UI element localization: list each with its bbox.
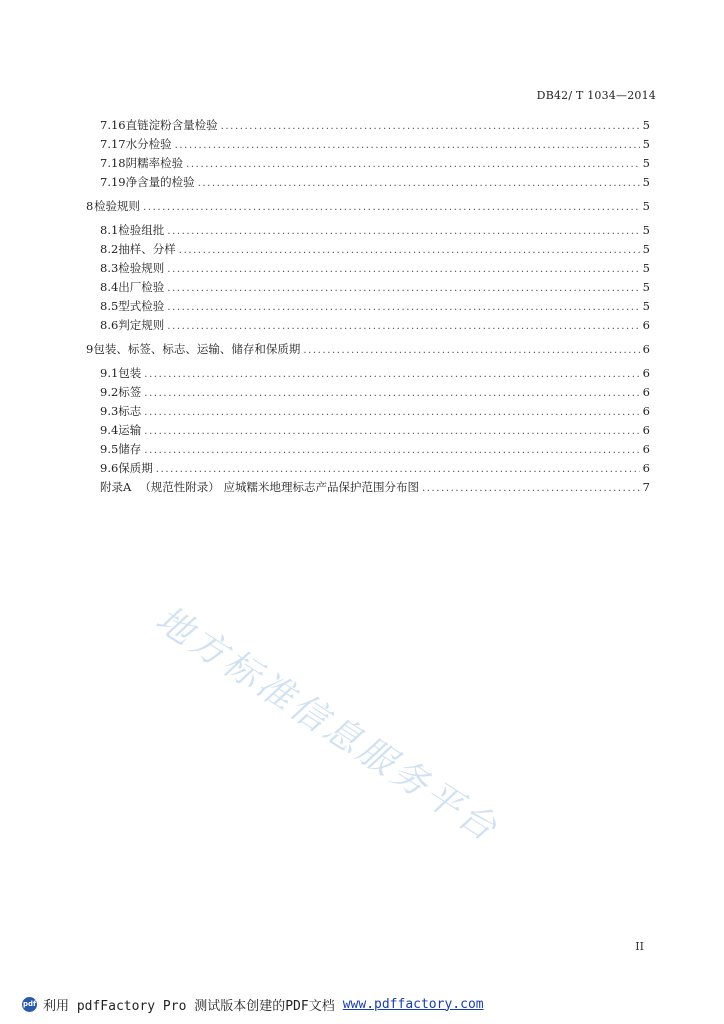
toc-entry-number: 9.6 <box>100 461 119 475</box>
toc-entry-title: 检验规则 <box>94 199 141 213</box>
toc-entry-page: 5 <box>642 137 650 151</box>
toc-leader-dots <box>167 300 639 316</box>
toc-leader-dots <box>143 200 640 216</box>
toc-entry-title: 型式检验 <box>118 299 165 313</box>
toc-entry[interactable] <box>100 384 650 400</box>
toc-entry-number: 8.3 <box>100 261 119 275</box>
toc-entry-title: 包装 <box>118 366 142 380</box>
footer-text: 利用 pdfFactory Pro 测试版本创建的PDF文档 <box>43 998 335 1014</box>
toc-leader-dots <box>303 343 639 359</box>
toc-entry-number: 8 <box>86 199 94 213</box>
toc-entry-page: 5 <box>642 199 650 213</box>
toc-entry-page: 6 <box>642 461 650 475</box>
watermark: 地方标准信息服务平台 <box>148 598 507 851</box>
pdf-icon: pdf <box>22 997 37 1012</box>
toc-leader-dots <box>156 462 640 478</box>
toc-entry[interactable] <box>100 222 650 238</box>
toc-entry-page: 6 <box>642 318 650 332</box>
pdf-footer <box>22 994 484 1014</box>
toc-entry[interactable] <box>100 174 650 190</box>
toc-leader-dots <box>167 224 639 240</box>
toc-entry-title: 抽样、分样 <box>118 242 176 256</box>
toc-entry-page: 5 <box>642 175 650 189</box>
toc-entry-title: 保质期 <box>118 461 153 475</box>
toc-entry[interactable] <box>100 317 650 333</box>
toc-entry-number: 8.4 <box>100 280 119 294</box>
toc-leader-dots <box>144 367 639 383</box>
toc-entry-number: 7.16 <box>100 118 126 132</box>
toc-entry-number: 7.18 <box>100 156 126 170</box>
toc-entry-title: 运输 <box>118 423 142 437</box>
toc-entry[interactable] <box>86 341 650 357</box>
toc-entry[interactable] <box>100 136 650 152</box>
toc-entry[interactable] <box>100 241 650 257</box>
toc-entry-page: 5 <box>642 280 650 294</box>
toc-leader-dots <box>175 138 640 154</box>
toc-entry-number: 7.17 <box>100 137 126 151</box>
toc-entry-number: 9.5 <box>100 442 119 456</box>
toc-entry-title: 储存 <box>118 442 142 456</box>
toc-leader-dots <box>144 405 639 421</box>
toc-entry[interactable] <box>100 365 650 381</box>
toc-entry-title: （规范性附录） 应城糯米地理标志产品保护范围分布图 <box>139 480 419 494</box>
toc-entry-page: 6 <box>642 404 650 418</box>
toc-entry-number: 9.2 <box>100 385 119 399</box>
toc-leader-dots <box>167 281 639 297</box>
toc-entry-page: 6 <box>642 442 650 456</box>
toc-entry-title: 检验组批 <box>118 223 165 237</box>
toc-entry[interactable] <box>100 279 650 295</box>
toc-entry-page: 6 <box>642 342 650 356</box>
footer-link[interactable]: www.pdffactory.com <box>342 996 484 1012</box>
toc-leader-dots <box>422 481 640 497</box>
toc-entry-page: 7 <box>642 480 650 494</box>
toc-entry-number: 附录A <box>100 480 132 494</box>
toc-entry-page: 5 <box>642 261 650 275</box>
toc-entry-number: 7.19 <box>100 175 126 189</box>
toc-leader-dots <box>144 424 639 440</box>
toc-entry[interactable] <box>100 422 650 438</box>
toc-leader-dots <box>221 119 640 135</box>
toc-entry-number: 8.2 <box>100 242 119 256</box>
toc-leader-dots <box>198 176 640 192</box>
toc-entry-title: 出厂检验 <box>118 280 165 294</box>
toc-entry[interactable] <box>100 460 650 476</box>
toc-entry-page: 5 <box>642 156 650 170</box>
toc-entry[interactable] <box>100 155 650 171</box>
toc-entry-number: 8.6 <box>100 318 119 332</box>
toc-leader-dots <box>144 443 639 459</box>
toc-entry-title: 包装、标签、标志、运输、储存和保质期 <box>93 342 301 356</box>
toc-entry-page: 5 <box>642 118 650 132</box>
toc-entry-title: 标签 <box>118 385 142 399</box>
toc-leader-dots <box>167 262 639 278</box>
toc-entry-number: 9 <box>86 342 94 356</box>
toc-entry[interactable] <box>100 298 650 314</box>
toc-entry-number: 8.1 <box>100 223 119 237</box>
page-number: II <box>635 940 644 953</box>
toc-entry-page: 5 <box>642 223 650 237</box>
toc-entry-title: 水分检验 <box>125 137 172 151</box>
toc-entry-title: 检验规则 <box>118 261 165 275</box>
toc-entry-title: 净含量的检验 <box>125 175 195 189</box>
toc-entry[interactable] <box>100 117 650 133</box>
toc-entry[interactable] <box>100 479 650 495</box>
toc-entry-page: 6 <box>642 366 650 380</box>
toc-entry-page: 5 <box>642 299 650 313</box>
toc-entry-number: 9.3 <box>100 404 119 418</box>
toc-entry[interactable] <box>86 198 650 214</box>
toc-entry[interactable] <box>100 441 650 457</box>
toc-leader-dots <box>186 157 640 173</box>
toc-leader-dots <box>144 386 639 402</box>
toc-entry-title: 直链淀粉含量检验 <box>125 118 218 132</box>
toc-leader-dots <box>167 319 639 335</box>
toc-entry-page: 5 <box>642 242 650 256</box>
toc-entry-page: 6 <box>642 423 650 437</box>
toc-entry-title: 标志 <box>118 404 142 418</box>
toc-leader-dots <box>179 243 640 259</box>
document-code: DB42/ T 1034—2014 <box>536 89 656 102</box>
toc-entry-title: 阴糯率检验 <box>125 156 184 170</box>
toc-entry[interactable] <box>100 260 650 276</box>
toc-entry-number: 9.4 <box>100 423 119 437</box>
toc-entry-title: 判定规则 <box>118 318 165 332</box>
toc-entry-number: 9.1 <box>100 366 119 380</box>
toc-entry-page: 6 <box>642 385 650 399</box>
toc-entry-number: 8.5 <box>100 299 119 313</box>
toc-entry[interactable] <box>100 403 650 419</box>
